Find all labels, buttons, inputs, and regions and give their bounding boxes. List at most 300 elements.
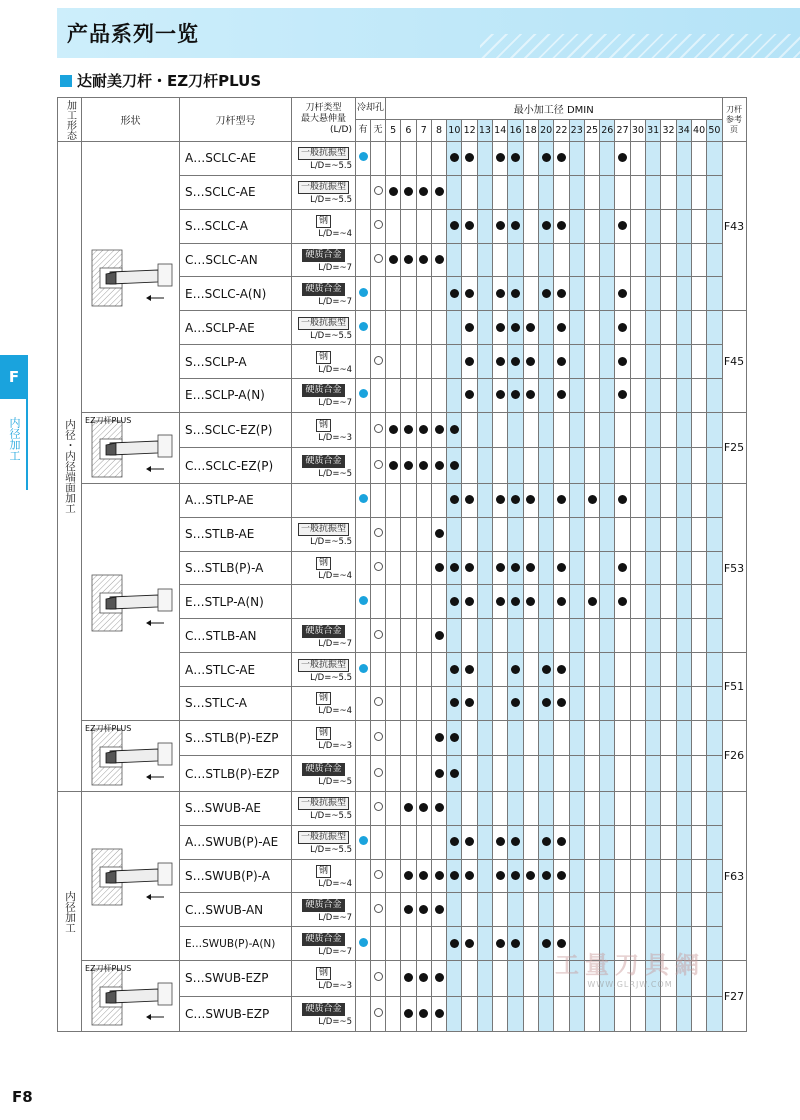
side-tab[interactable] xyxy=(0,355,28,490)
dmin-cell-8 xyxy=(431,517,446,551)
dmin-cell-50 xyxy=(707,175,722,209)
available-dot xyxy=(557,289,566,298)
model-name: S…STLB(P)-EZP xyxy=(180,720,292,756)
dmin-cell-12 xyxy=(462,175,477,209)
dmin-cell-31 xyxy=(646,517,661,551)
dmin-cell-30 xyxy=(630,687,645,721)
dmin-cell-34 xyxy=(676,756,691,792)
dmin-cell-20 xyxy=(538,209,553,243)
dmin-cell-20 xyxy=(538,756,553,792)
type-cell xyxy=(292,209,356,243)
dmin-cell-13 xyxy=(477,859,492,893)
dmin-cell-22 xyxy=(554,142,569,176)
ref-page[interactable]: F51 xyxy=(722,653,746,721)
dmin-cell-27 xyxy=(615,277,630,311)
dmin-cell-34 xyxy=(676,653,691,687)
coolant-no-circle xyxy=(374,1008,383,1017)
ref-page[interactable]: F27 xyxy=(722,961,746,1032)
dmin-cell-32 xyxy=(661,379,676,413)
dmin-cell-22 xyxy=(554,720,569,756)
model-name: A…SCLC-AE xyxy=(180,142,292,176)
coolant-no-cell xyxy=(371,996,386,1032)
dmin-cell-16 xyxy=(508,687,523,721)
dmin-cell-34 xyxy=(676,720,691,756)
dmin-cell-20 xyxy=(538,791,553,825)
available-dot xyxy=(511,665,520,674)
type-cell xyxy=(292,142,356,176)
coolant-no-cell xyxy=(371,412,386,448)
available-dot xyxy=(511,495,520,504)
coolant-no-circle xyxy=(374,630,383,639)
dmin-cell-50 xyxy=(707,277,722,311)
dmin-cell-5 xyxy=(386,961,401,997)
dmin-cell-50 xyxy=(707,551,722,585)
type-cell xyxy=(292,243,356,277)
coolant-yes-cell xyxy=(356,791,371,825)
available-dot xyxy=(465,323,474,332)
dmin-cell-14 xyxy=(493,517,508,551)
dmin-cell-26 xyxy=(600,175,615,209)
dmin-cell-14 xyxy=(493,311,508,345)
dmin-cell-13 xyxy=(477,619,492,653)
dmin-cell-6 xyxy=(401,825,416,859)
dmin-cell-50 xyxy=(707,517,722,551)
coolant-yes-cell xyxy=(356,277,371,311)
dmin-cell-7 xyxy=(416,893,431,927)
section-title xyxy=(60,70,261,91)
shape-drawing xyxy=(82,720,180,791)
dmin-cell-40 xyxy=(691,585,706,619)
dmin-cell-10 xyxy=(447,551,462,585)
dmin-cell-16 xyxy=(508,893,523,927)
dmin-cell-25 xyxy=(584,175,599,209)
dmin-cell-5 xyxy=(386,483,401,517)
ref-page[interactable]: F26 xyxy=(722,720,746,791)
coolant-no-cell xyxy=(371,927,386,961)
type-cell xyxy=(292,927,356,961)
dmin-cell-8 xyxy=(431,619,446,653)
dmin-cell-6 xyxy=(401,551,416,585)
dmin-cell-16 xyxy=(508,585,523,619)
available-dot xyxy=(496,939,505,948)
dmin-cell-6 xyxy=(401,175,416,209)
dmin-cell-7 xyxy=(416,379,431,413)
dmin-cell-27 xyxy=(615,483,630,517)
dmin-cell-16 xyxy=(508,756,523,792)
available-dot xyxy=(496,357,505,366)
dmin-cell-26 xyxy=(600,209,615,243)
available-dot xyxy=(511,153,520,162)
ld-value: L/D=~5 xyxy=(318,776,352,787)
ref-page[interactable]: F45 xyxy=(722,311,746,413)
dmin-cell-50 xyxy=(707,209,722,243)
dmin-cell-7 xyxy=(416,277,431,311)
product-table xyxy=(57,97,747,1032)
type-cell xyxy=(292,277,356,311)
available-dot xyxy=(557,495,566,504)
dmin-cell-13 xyxy=(477,825,492,859)
dmin-cell-7 xyxy=(416,825,431,859)
dmin-cell-34 xyxy=(676,483,691,517)
dmin-cell-50 xyxy=(707,720,722,756)
type-cell xyxy=(292,893,356,927)
dmin-cell-12 xyxy=(462,859,477,893)
ref-page[interactable]: F53 xyxy=(722,483,746,652)
dmin-cell-25 xyxy=(584,517,599,551)
dmin-col-32: 32 xyxy=(661,120,676,142)
dmin-cell-27 xyxy=(615,619,630,653)
available-dot xyxy=(465,390,474,399)
coolant-no-circle xyxy=(374,972,383,981)
dmin-cell-10 xyxy=(447,345,462,379)
dmin-cell-18 xyxy=(523,585,538,619)
dmin-cell-27 xyxy=(615,448,630,484)
dmin-cell-27 xyxy=(615,209,630,243)
available-dot xyxy=(511,939,520,948)
coolant-no-cell xyxy=(371,687,386,721)
dmin-cell-34 xyxy=(676,859,691,893)
type-cell xyxy=(292,756,356,792)
dmin-cell-14 xyxy=(493,551,508,585)
dmin-cell-16 xyxy=(508,927,523,961)
type-badge: 钢 xyxy=(316,215,331,228)
dmin-cell-13 xyxy=(477,961,492,997)
dmin-cell-20 xyxy=(538,551,553,585)
dmin-cell-18 xyxy=(523,825,538,859)
dmin-cell-12 xyxy=(462,893,477,927)
dmin-cell-31 xyxy=(646,791,661,825)
dmin-cell-14 xyxy=(493,791,508,825)
type-cell xyxy=(292,859,356,893)
dmin-cell-6 xyxy=(401,791,416,825)
dmin-cell-13 xyxy=(477,448,492,484)
available-dot xyxy=(526,390,535,399)
coolant-no-circle xyxy=(374,870,383,879)
coolant-yes-cell xyxy=(356,345,371,379)
dmin-cell-13 xyxy=(477,517,492,551)
dmin-cell-13 xyxy=(477,585,492,619)
dmin-cell-25 xyxy=(584,996,599,1032)
dmin-cell-26 xyxy=(600,653,615,687)
available-dot xyxy=(404,461,413,470)
dmin-cell-6 xyxy=(401,585,416,619)
ld-value: L/D=~3 xyxy=(318,433,352,444)
model-name: S…SWUB-EZP xyxy=(180,961,292,997)
dmin-cell-14 xyxy=(493,687,508,721)
dmin-cell-14 xyxy=(493,961,508,997)
available-dot xyxy=(419,973,428,982)
dmin-cell-16 xyxy=(508,996,523,1032)
dmin-cell-40 xyxy=(691,996,706,1032)
available-dot xyxy=(465,563,474,572)
table-row xyxy=(58,483,747,517)
dmin-cell-14 xyxy=(493,448,508,484)
dmin-cell-30 xyxy=(630,517,645,551)
dmin-cell-14 xyxy=(493,927,508,961)
dmin-cell-18 xyxy=(523,243,538,277)
dmin-cell-50 xyxy=(707,996,722,1032)
available-dot xyxy=(618,289,627,298)
available-dot xyxy=(542,665,551,674)
model-name: S…SCLC-EZ(P) xyxy=(180,412,292,448)
dmin-cell-20 xyxy=(538,996,553,1032)
dmin-cell-12 xyxy=(462,687,477,721)
available-dot xyxy=(450,837,459,846)
dmin-cell-6 xyxy=(401,720,416,756)
coolant-yes-cell xyxy=(356,653,371,687)
dmin-cell-22 xyxy=(554,893,569,927)
dmin-cell-27 xyxy=(615,142,630,176)
model-name: S…STLB(P)-A xyxy=(180,551,292,585)
dmin-cell-8 xyxy=(431,448,446,484)
dmin-cell-27 xyxy=(615,175,630,209)
dmin-cell-6 xyxy=(401,961,416,997)
coolant-yes-dot xyxy=(359,389,368,398)
dmin-cell-14 xyxy=(493,379,508,413)
dmin-cell-25 xyxy=(584,825,599,859)
dmin-cell-13 xyxy=(477,551,492,585)
dmin-col-6: 6 xyxy=(401,120,416,142)
dmin-cell-14 xyxy=(493,996,508,1032)
dmin-cell-18 xyxy=(523,996,538,1032)
available-dot xyxy=(389,461,398,470)
available-dot xyxy=(435,563,444,572)
ld-value: L/D=~7 xyxy=(318,946,352,957)
dmin-cell-12 xyxy=(462,791,477,825)
dmin-cell-14 xyxy=(493,345,508,379)
dmin-cell-26 xyxy=(600,893,615,927)
dmin-cell-32 xyxy=(661,311,676,345)
dmin-cell-16 xyxy=(508,551,523,585)
available-dot xyxy=(450,461,459,470)
type-badge: 一般抗振型 xyxy=(298,147,349,160)
available-dot xyxy=(465,939,474,948)
available-dot xyxy=(465,221,474,230)
dmin-cell-40 xyxy=(691,412,706,448)
ld-value: L/D=~5.5 xyxy=(310,845,352,856)
dmin-cell-27 xyxy=(615,687,630,721)
dmin-cell-14 xyxy=(493,720,508,756)
ref-page[interactable]: F25 xyxy=(722,412,746,483)
ld-value: L/D=~4 xyxy=(318,706,352,717)
dmin-cell-5 xyxy=(386,209,401,243)
dmin-cell-34 xyxy=(676,619,691,653)
header-coolant-no: 无 xyxy=(371,120,386,142)
coolant-yes-cell xyxy=(356,961,371,997)
dmin-cell-16 xyxy=(508,825,523,859)
process-cell: 内径加工 xyxy=(58,791,82,1031)
side-tab-label: 内径加工 xyxy=(8,417,21,461)
coolant-yes-cell xyxy=(356,687,371,721)
dmin-cell-40 xyxy=(691,720,706,756)
ref-page[interactable]: F43 xyxy=(722,142,746,311)
dmin-cell-32 xyxy=(661,517,676,551)
dmin-cell-27 xyxy=(615,585,630,619)
dmin-col-25: 25 xyxy=(584,120,599,142)
dmin-cell-31 xyxy=(646,277,661,311)
dmin-cell-26 xyxy=(600,517,615,551)
coolant-yes-cell xyxy=(356,756,371,792)
available-dot xyxy=(419,255,428,264)
dmin-cell-7 xyxy=(416,209,431,243)
available-dot xyxy=(435,733,444,742)
available-dot xyxy=(450,495,459,504)
dmin-cell-27 xyxy=(615,756,630,792)
dmin-cell-13 xyxy=(477,791,492,825)
dmin-cell-26 xyxy=(600,311,615,345)
dmin-cell-14 xyxy=(493,825,508,859)
ld-value: L/D=~4 xyxy=(318,229,352,240)
ld-value: L/D=~7 xyxy=(318,638,352,649)
dmin-cell-40 xyxy=(691,243,706,277)
dmin-cell-40 xyxy=(691,619,706,653)
dmin-cell-13 xyxy=(477,756,492,792)
dmin-cell-8 xyxy=(431,996,446,1032)
coolant-no-cell xyxy=(371,720,386,756)
dmin-cell-32 xyxy=(661,996,676,1032)
type-badge: 钢 xyxy=(316,692,331,705)
dmin-cell-7 xyxy=(416,551,431,585)
dmin-cell-26 xyxy=(600,483,615,517)
dmin-cell-12 xyxy=(462,720,477,756)
dmin-cell-50 xyxy=(707,448,722,484)
page-number: F8 xyxy=(12,1088,33,1106)
dmin-cell-22 xyxy=(554,412,569,448)
coolant-yes-cell xyxy=(356,412,371,448)
dmin-cell-50 xyxy=(707,345,722,379)
dmin-cell-40 xyxy=(691,345,706,379)
dmin-cell-20 xyxy=(538,277,553,311)
header-coolant: 冷却孔 xyxy=(356,98,386,120)
dmin-cell-40 xyxy=(691,825,706,859)
dmin-cell-18 xyxy=(523,517,538,551)
dmin-cell-30 xyxy=(630,243,645,277)
dmin-cell-8 xyxy=(431,379,446,413)
dmin-cell-12 xyxy=(462,412,477,448)
dmin-cell-10 xyxy=(447,311,462,345)
available-dot xyxy=(435,871,444,880)
type-cell xyxy=(292,961,356,997)
dmin-cell-31 xyxy=(646,345,661,379)
coolant-no-circle xyxy=(374,562,383,571)
dmin-cell-10 xyxy=(447,585,462,619)
dmin-cell-8 xyxy=(431,585,446,619)
dmin-cell-12 xyxy=(462,345,477,379)
model-name: A…SWUB(P)-AE xyxy=(180,825,292,859)
dmin-cell-30 xyxy=(630,756,645,792)
dmin-cell-10 xyxy=(447,859,462,893)
dmin-cell-8 xyxy=(431,243,446,277)
dmin-cell-10 xyxy=(447,517,462,551)
dmin-cell-34 xyxy=(676,996,691,1032)
dmin-cell-25 xyxy=(584,412,599,448)
dmin-cell-18 xyxy=(523,927,538,961)
shape-drawing xyxy=(82,412,180,483)
dmin-cell-27 xyxy=(615,412,630,448)
type-cell xyxy=(292,412,356,448)
dmin-cell-5 xyxy=(386,585,401,619)
dmin-cell-50 xyxy=(707,653,722,687)
coolant-no-cell xyxy=(371,551,386,585)
dmin-cell-6 xyxy=(401,893,416,927)
header-shape: 形状 xyxy=(82,98,180,142)
table-row xyxy=(58,412,747,448)
available-dot xyxy=(450,597,459,606)
dmin-cell-20 xyxy=(538,379,553,413)
dmin-cell-25 xyxy=(584,653,599,687)
dmin-cell-31 xyxy=(646,175,661,209)
dmin-cell-30 xyxy=(630,619,645,653)
dmin-cell-27 xyxy=(615,653,630,687)
dmin-cell-22 xyxy=(554,859,569,893)
dmin-cell-10 xyxy=(447,142,462,176)
available-dot xyxy=(511,597,520,606)
dmin-cell-12 xyxy=(462,448,477,484)
dmin-cell-31 xyxy=(646,585,661,619)
ref-page[interactable]: F63 xyxy=(722,791,746,960)
dmin-cell-31 xyxy=(646,619,661,653)
dmin-cell-50 xyxy=(707,791,722,825)
dmin-cell-8 xyxy=(431,893,446,927)
dmin-cell-50 xyxy=(707,893,722,927)
dmin-cell-25 xyxy=(584,209,599,243)
dmin-cell-25 xyxy=(584,243,599,277)
dmin-cell-27 xyxy=(615,345,630,379)
available-dot xyxy=(465,357,474,366)
dmin-cell-32 xyxy=(661,825,676,859)
dmin-cell-20 xyxy=(538,448,553,484)
dmin-cell-7 xyxy=(416,927,431,961)
available-dot xyxy=(542,289,551,298)
header-model: 刀杆型号 xyxy=(180,98,292,142)
dmin-cell-8 xyxy=(431,345,446,379)
coolant-yes-dot xyxy=(359,288,368,297)
available-dot xyxy=(404,803,413,812)
dmin-cell-34 xyxy=(676,175,691,209)
dmin-cell-13 xyxy=(477,175,492,209)
dmin-cell-50 xyxy=(707,585,722,619)
coolant-no-cell xyxy=(371,345,386,379)
dmin-cell-22 xyxy=(554,243,569,277)
available-dot xyxy=(465,871,474,880)
coolant-yes-cell xyxy=(356,551,371,585)
available-dot xyxy=(465,289,474,298)
dmin-cell-26 xyxy=(600,379,615,413)
available-dot xyxy=(618,563,627,572)
dmin-cell-5 xyxy=(386,927,401,961)
dmin-cell-5 xyxy=(386,517,401,551)
dmin-cell-8 xyxy=(431,412,446,448)
model-name: E…SCLP-A(N) xyxy=(180,379,292,413)
dmin-cell-23 xyxy=(569,483,584,517)
dmin-cell-18 xyxy=(523,277,538,311)
dmin-cell-8 xyxy=(431,209,446,243)
dmin-cell-20 xyxy=(538,243,553,277)
coolant-no-circle xyxy=(374,460,383,469)
coolant-yes-cell xyxy=(356,483,371,517)
type-badge: 一般抗振型 xyxy=(298,659,349,672)
dmin-cell-23 xyxy=(569,142,584,176)
dmin-cell-40 xyxy=(691,142,706,176)
side-tab-letter: F xyxy=(0,355,28,399)
dmin-cell-27 xyxy=(615,311,630,345)
dmin-col-26: 26 xyxy=(600,120,615,142)
dmin-cell-12 xyxy=(462,585,477,619)
dmin-cell-8 xyxy=(431,756,446,792)
coolant-no-circle xyxy=(374,424,383,433)
dmin-col-20: 20 xyxy=(538,120,553,142)
type-badge: 硬质合金 xyxy=(302,384,344,397)
